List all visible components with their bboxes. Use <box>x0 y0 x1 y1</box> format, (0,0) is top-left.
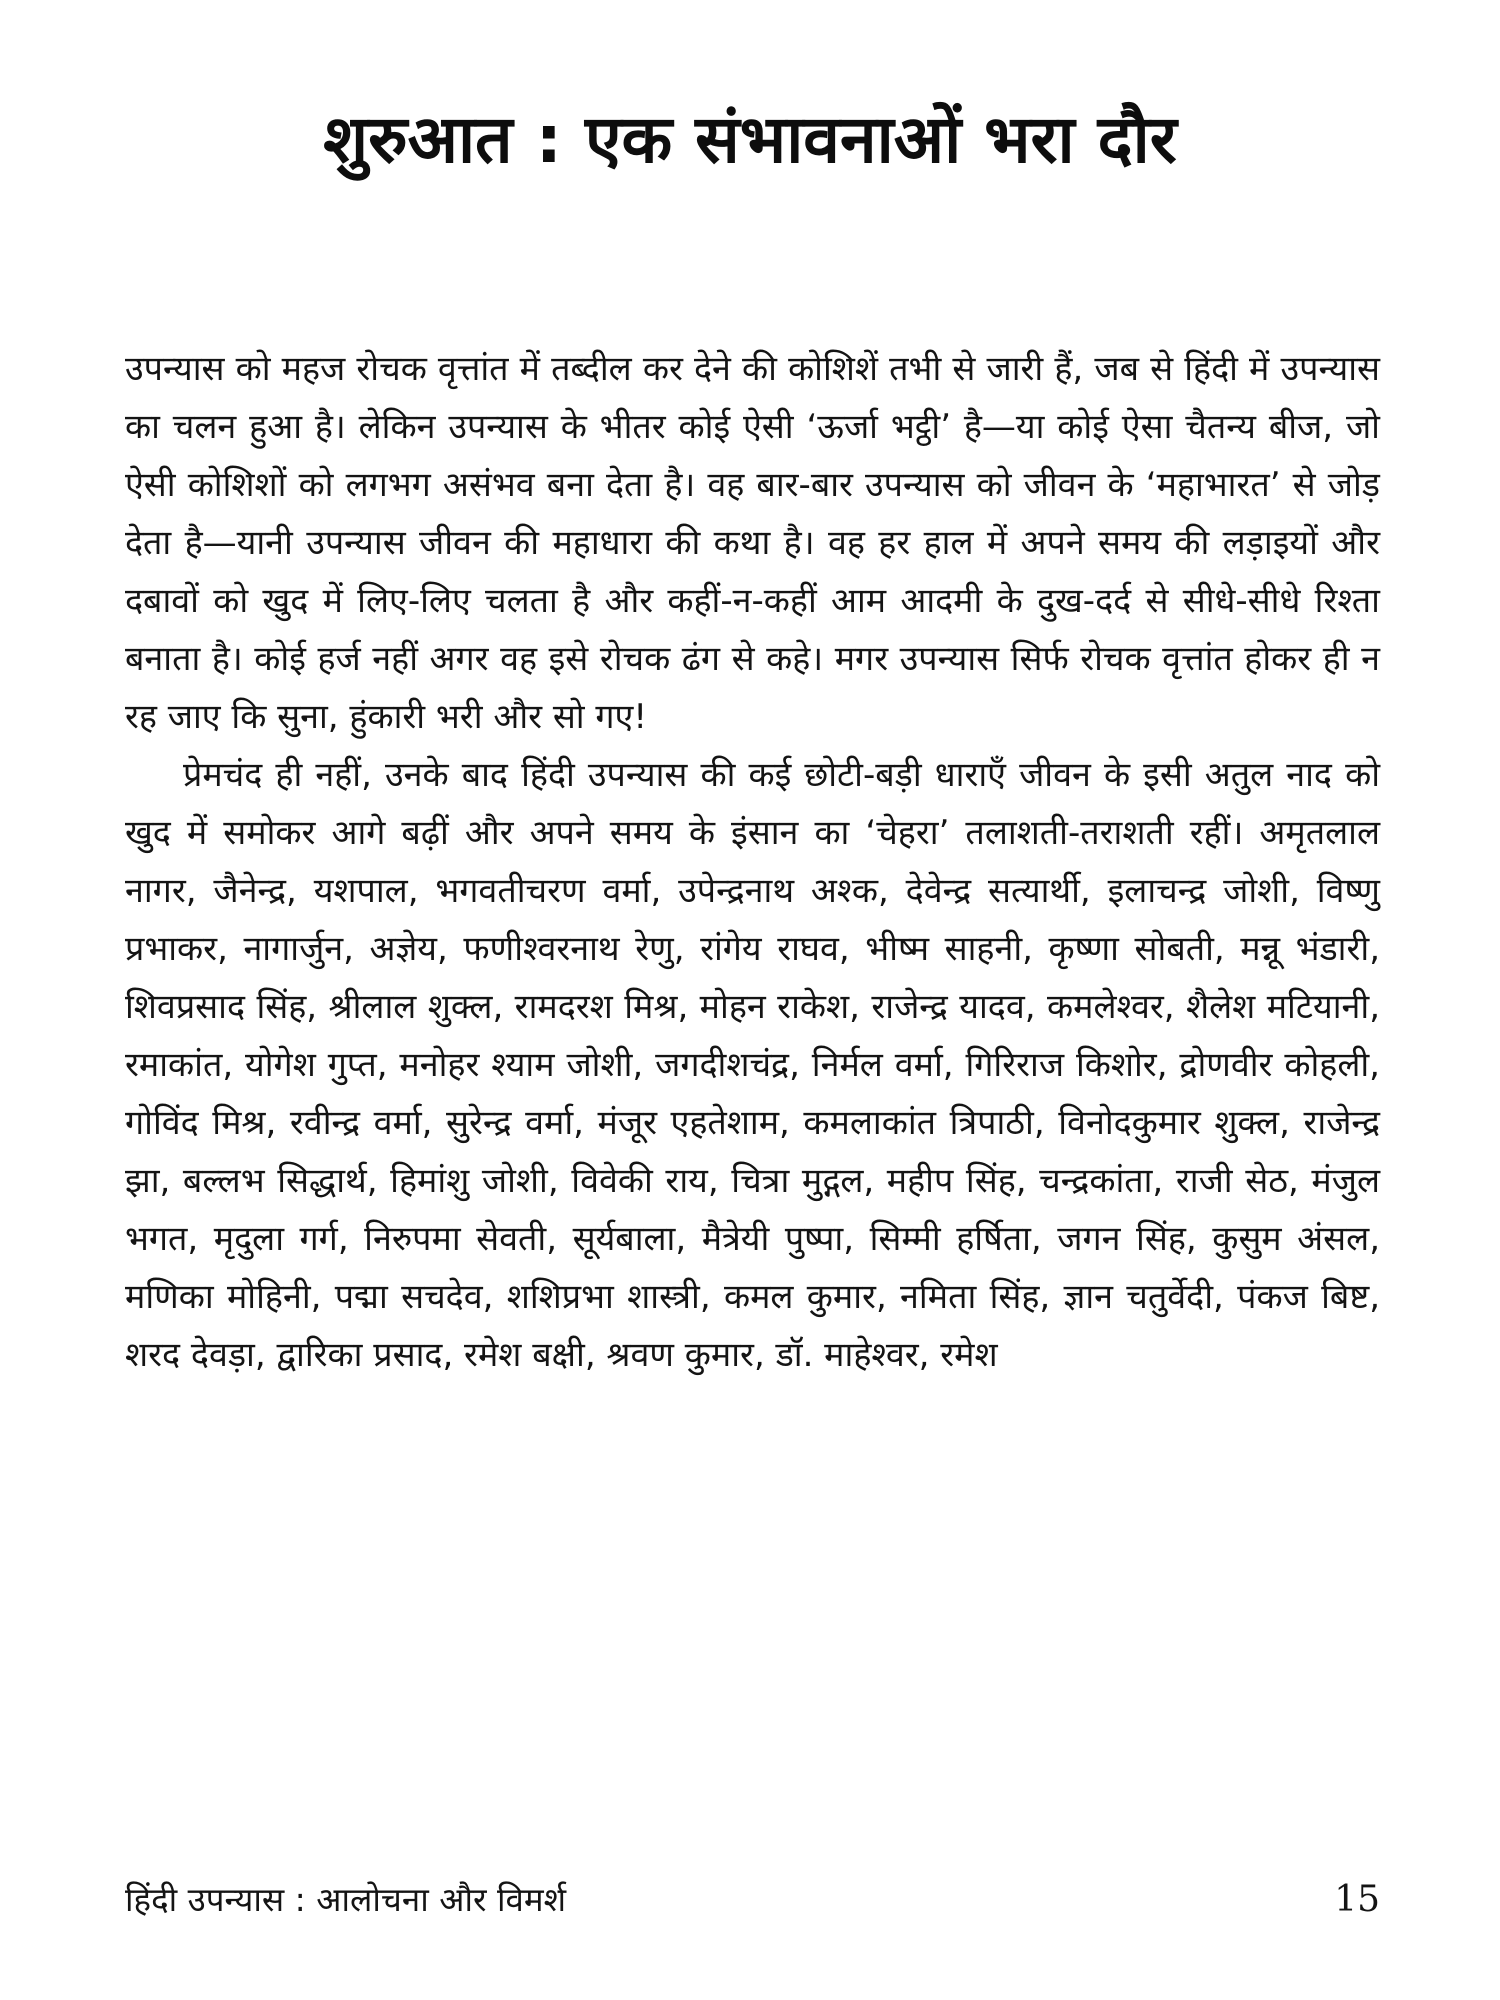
paragraph-1: उपन्यास को महज रोचक वृत्तांत में तब्दील कर देने की कोशिशें तभी से जारी हैं, जब से हिंदी में उपन्यास का चलन हुआ है। लेकिन उपन्यास के भीतर कोई ऐसी ‘ऊर्जा भट्ठी’ है—या कोई ऐसा चैतन्य बीज, जो ऐसी कोशिशों को लगभग असंभव बना देता है। वह बार-बार उपन्यास को जीवन के ‘महाभारत’ से जोड़ देता है—यानी उपन्यास जीवन की महाधारा की कथा है। वह हर हाल में अपने समय की लड़ाइयों और दबावों को खुद में लिए-लिए चलता है और कहीं-न-कहीं आम आदमी के दुख-दर्द से सीधे-सीधे रिश्ता बनाता है। कोई हर्ज नहीं अगर वह इसे रोचक ढंग से कहे। मगर उपन्यास सिर्फ रोचक वृत्तांत होकर ही न रह जाए कि सुना, हुंकारी भरी और सो गए! <box>125 349 1380 737</box>
running-book-title: हिंदी उपन्यास : आलोचना और विमर्श <box>125 1880 567 1919</box>
page-number: 15 <box>1334 1879 1380 1920</box>
chapter-title: शुरुआत : एक संभावनाओं भरा दौर <box>323 101 1177 178</box>
paragraph-2: प्रेमचंद ही नहीं, उनके बाद हिंदी उपन्यास की कई छोटी-बड़ी धाराएँ जीवन के इसी अतुल नाद को खुद में समोकर आगे बढ़ीं और अपने समय के इंसान का ‘चेहरा’ तलाशती-तराशती रहीं। अमृतलाल नागर, जैनेन्द्र, यशपाल, भगवतीचरण वर्मा, उपेन्द्रनाथ अश्क, देवेन्द्र सत्यार्थी, इलाचन्द्र जोशी, विष्णु प्रभाकर, नागार्जुन, अज्ञेय, फणीश्वरनाथ रेणु, रांगेय राघव, भीष्म साहनी, कृष्णा सोबती, मन्नू भंडारी, शिवप्रसाद सिंह, श्रीलाल शुक्ल, रामदरश मिश्र, मोहन राकेश, राजेन्द्र यादव, कमलेश्वर, शैलेश मटियानी, रमाकांत, योगेश गुप्त, मनोहर श्याम जोशी, जगदीशचंद्र, निर्मल वर्मा, गिरिराज किशोर, द्रोणवीर कोहली, गोविंद मिश्र, रवीन्द्र वर्मा, सुरेन्द्र वर्मा, मंजूर एहतेशाम, कमलाकांत त्रिपाठी, विनोदकुमार शुक्ल, राजेन्द्र झा, बल्लभ सिद्धार्थ, हिमांशु जोशी, विवेकी राय, चित्रा मुद्गल, महीप सिंह, चन्द्रकांता, राजी सेठ, मंजुल भगत, मृदुला गर्ग, निरुपमा सेवती, सूर्यबाला, मैत्रेयी पुष्पा, सिम्मी हर्षिता, जगन सिंह, कुसुम अंसल, मणिका मोहिनी, पद्मा सचदेव, शशिप्रभा शास्त्री, कमल कुमार, नमिता सिंह, ज्ञान चतुर्वेदी, पंकज बिष्ट, शरद देवड़ा, द्वारिका प्रसाद, रमेश बक्षी, श्रवण कुमार, डॉ. माहेश्वर, रमेश <box>125 755 1380 1375</box>
page-footer <box>125 1875 1380 1925</box>
chapter-body <box>125 340 1380 1384</box>
